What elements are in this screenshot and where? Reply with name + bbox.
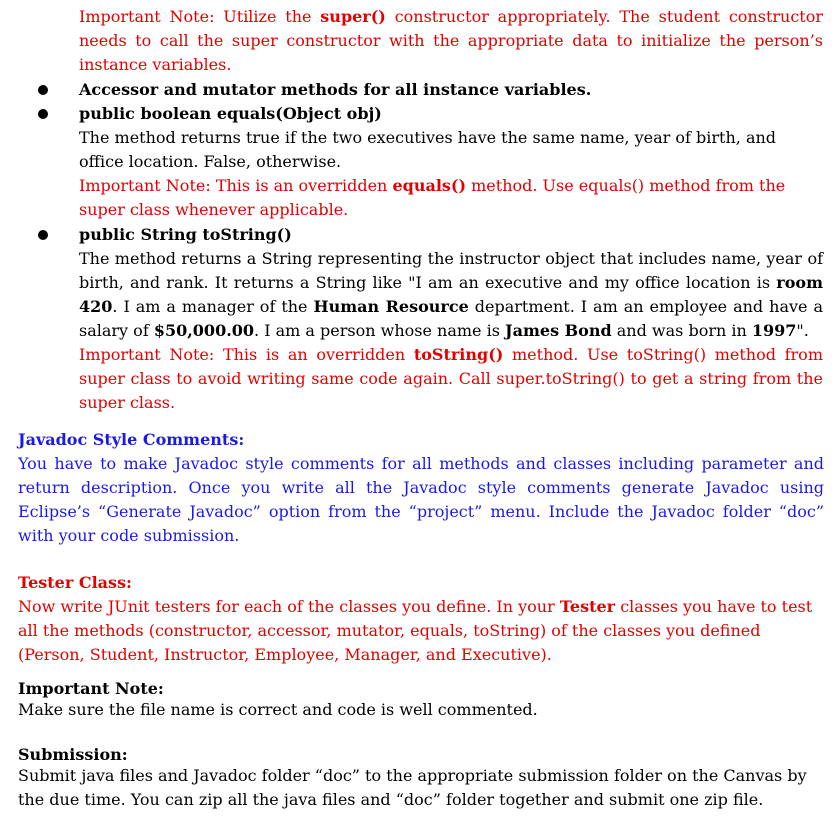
javadoc-heading: Javadoc Style Comments: bbox=[18, 430, 245, 449]
important-note-body: Make sure the file name is correct and code is well commented. bbox=[18, 700, 538, 719]
bullet-dot-icon bbox=[38, 230, 48, 240]
submission-heading: Submission: bbox=[18, 745, 128, 764]
tostring-method-heading: public String toString() bbox=[79, 225, 292, 244]
accessor-mutator-item: Accessor and mutator methods for all instance variables. bbox=[79, 80, 592, 99]
tostring-description: The method returns a String representing the instructor object that includes name, year of birth, and rank. It returns a String like "I am an executive and my office location is room 420. I am a manager of the Human Resource department. I am an employee and have a salary of $50,000.00. I am a person whose name is James Bond and was born in 1997". bbox=[79, 249, 823, 340]
super-keyword: super() bbox=[320, 7, 386, 26]
bullet-dot-icon bbox=[38, 109, 48, 119]
equals-description: The method returns true if the two executives have the same name, year of birth, and office location. False, otherwise. bbox=[79, 128, 777, 171]
important-note-heading: Important Note: bbox=[18, 679, 164, 698]
equals-note: Important Note: This is an overridden equals() method. Use equals() method from the super class whenever applicable. bbox=[79, 176, 786, 219]
javadoc-body: You have to make Javadoc style comments for all methods and classes including parameter and return description. Once you write all the Javadoc style comments generate Javadoc using Eclipse’s “Generate Javadoc” option from the “project” menu. Include the Javadoc folder “doc” with your code submission. bbox=[18, 454, 824, 545]
submission-body: Submit java files and Javadoc folder “doc” to the appropriate submission folder on the Canvas by the due time. You can zip all the java files and “doc” folder together and submit one zip file. bbox=[18, 766, 807, 809]
equals-method-heading: public boolean equals(Object obj) bbox=[79, 104, 382, 123]
bullet-dot-icon bbox=[38, 85, 48, 95]
tostring-note: Important Note: This is an overridden toString() method. Use toString() method from super class to avoid writing same code again. Call super.toString() to get a string from the super class. bbox=[79, 345, 823, 412]
tester-heading: Tester Class: bbox=[18, 573, 132, 592]
tester-body: Now write JUnit testers for each of the classes you define. In your Tester classes you have to test all the methods (constructor, accessor, mutator, equals, toString) of the classes you defined (Person, Student, Instructor, Employee, Manager, and Executive). bbox=[18, 597, 813, 664]
super-constructor-note: Important Note: Utilize the super() constructor appropriately. The student constructor needs to call the super constructor with the appropriate data to initialize the person’s instance variables. bbox=[79, 7, 823, 74]
